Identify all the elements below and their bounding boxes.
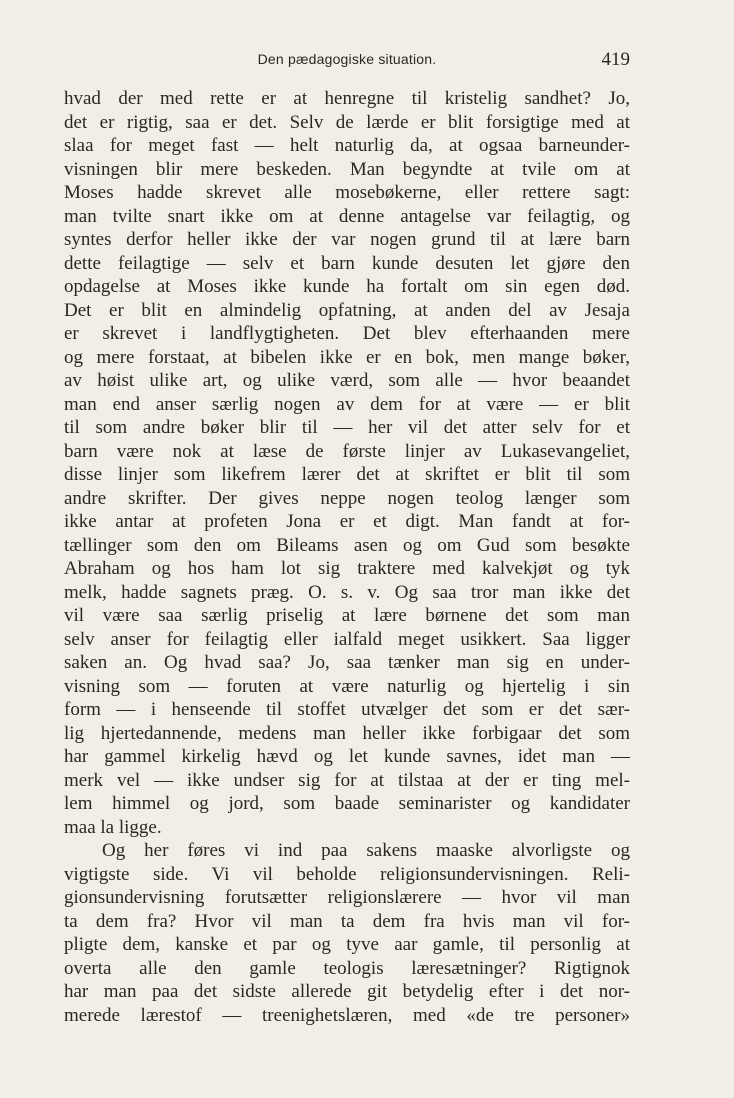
body-text [64,87,630,1027]
running-head [64,49,630,69]
text-line: ta dem fra? Hvor vil man ta dem fra hvis man vil for- [64,910,630,932]
text-line: visningen blir mere beskeden. Man begyndte at tvile om at [64,158,630,180]
text-line: Abraham og hos ham lot sig traktere med kalvekjøt og tyk [64,558,630,579]
text-line: disse linjer som likefrem lærer det at skriftet er blit til som [64,464,630,485]
text-line: er skrevet i landflygtigheten. Det blev efterhaanden mere [64,323,630,344]
text-line: opdagelse at Moses ikke kunde ha fortalt om sin egen død. [64,276,630,297]
text-line: Moses hadde skrevet alle mosebøkerne, eller rettere sagt: [64,182,630,203]
text-line: av høist ulike art, og ulike værd, som alle — hvor beaandet [64,370,630,391]
text-line: ikke antar at profeten Jona er et digt. Man fandt at for- [64,511,630,532]
text-line: merk vel — ikke undser sig for at tilstaa at der er ting mel- [64,769,630,791]
text-line: selv anser for feilagtig eller ialfald meget usikkert. Saa ligger [64,628,630,650]
text-line: overta alle den gamle teologis læresætninger? Rigtignok [64,957,630,979]
text-line: gionsundervisning forutsætter religionslærere — hvor vil man [64,887,630,908]
text-line: saken an. Og hvad saa? Jo, saa tænker man sig en under- [64,652,630,673]
text-line: lem himmel og jord, som baade seminarister og kandidater [64,793,630,814]
text-line: og mere forstaat, at bibelen ikke er en bok, men mange bøker, [64,346,630,368]
running-title: Den pædagogiske situation. [257,51,437,67]
text-line: melk, hadde sagnets præg. O. s. v. Og saa tror man ikke det [64,581,630,603]
text-line: vigtigste side. Vi vil beholde religionsundervisningen. Reli- [64,863,630,885]
text-line: pligte dem, kanske et par og tyve aar gamle, til personlig at [64,934,630,955]
text-line: form — i henseende til stoffet utvælger det som er det sær- [64,699,630,720]
text-line: visning som — foruten at være naturlig og hjertelig i sin [64,675,630,697]
text-line: merede lærestof — treenighetslæren, med «de tre personer» [64,1004,630,1026]
text-line: vil være saa særlig priselig at lære børnene det som man [64,605,630,626]
text-line: dette feilagtige — selv et barn kunde desuten let gjøre den [64,252,630,274]
text-line: barn være nok at læse de første linjer av Lukasevangeliet, [64,440,630,462]
paragraph-end-line: maa la ligge. [64,816,162,838]
page-number: 419 [601,49,630,70]
paragraph-start-line: Og her føres vi ind paa sakens maaske alvorligste og [102,840,630,861]
text-line: tællinger som den om Bileams asen og om Gud som besøkte [64,534,630,556]
text-line: lig hjertedannende, medens man heller ikke forbigaar det som [64,722,630,744]
text-line: det er rigtig, saa er det. Selv de lærde er blit forsigtige med at [64,111,630,133]
text-line: Det er blit en almindelig opfatning, at anden del av Jesaja [64,299,630,321]
text-line: man tvilte snart ikke om at denne antagelse var feilagtig, og [64,205,630,227]
text-line: man end anser særlig nogen av dem for at være — er blit [64,393,630,415]
text-line: til som andre bøker blir til — her vil det atter selv for et [64,417,630,438]
text-line: syntes derfor heller ikke der var nogen grund til at lære barn [64,229,630,250]
text-line: slaa for meget fast — helt naturlig da, at ogsaa barneunder- [64,135,630,156]
text-line: har gammel kirkelig hævd og let kunde savnes, idet man — [64,746,630,767]
text-line: har man paa det sidste allerede git betydelig efter i det nor- [64,981,630,1002]
text-line: andre skrifter. Der gives neppe nogen teolog længer som [64,487,630,509]
text-line: hvad der med rette er at henregne til kristelig sandhet? Jo, [64,88,630,109]
